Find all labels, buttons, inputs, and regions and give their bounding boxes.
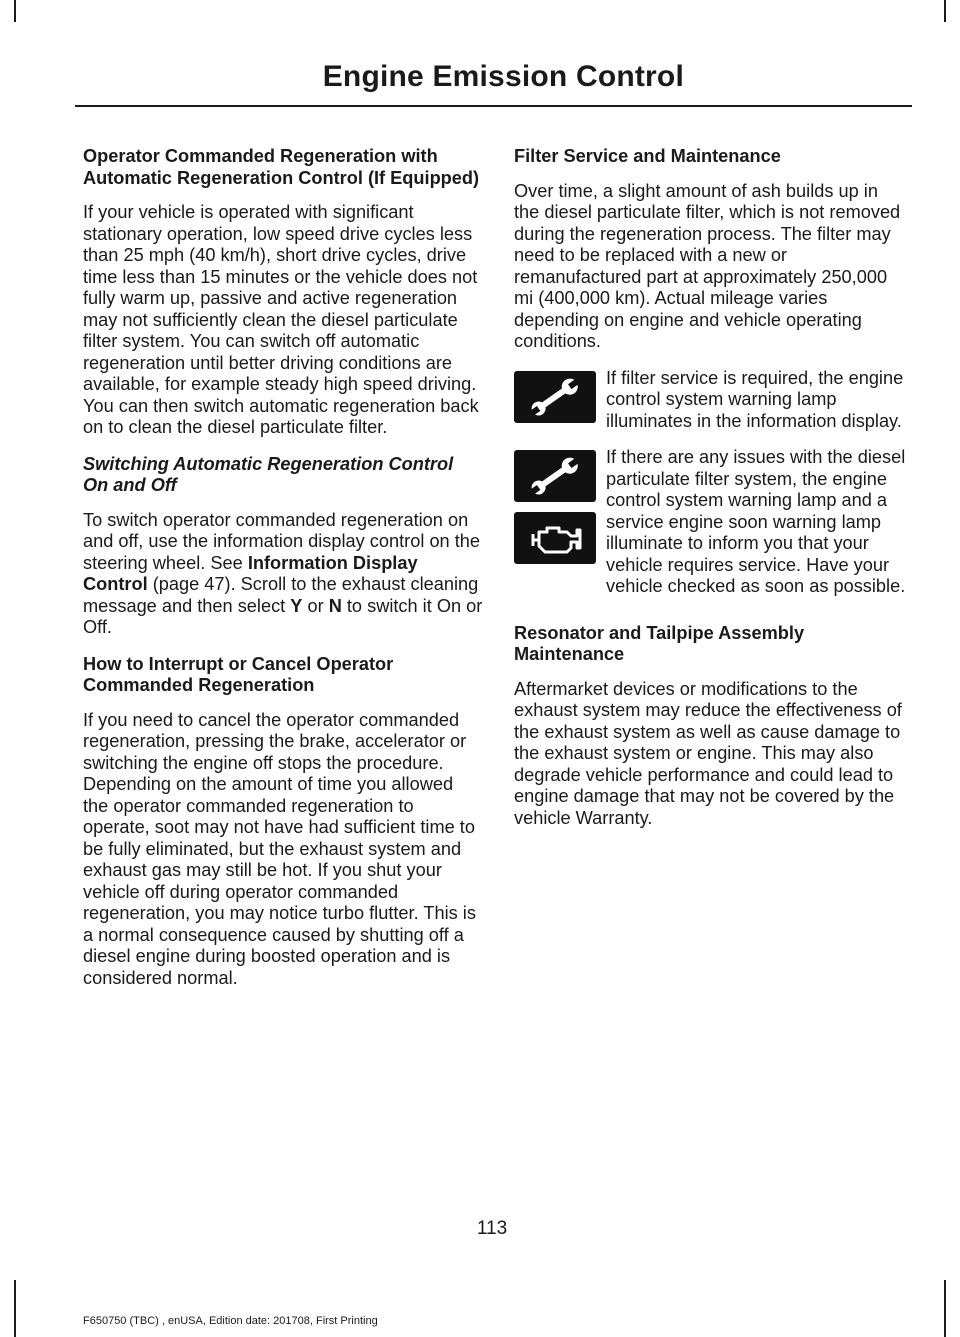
section-heading: How to Interrupt or Cancel Operator Commanded Regeneration — [83, 653, 394, 695]
crop-mark — [944, 0, 946, 22]
section-heading: Operator Commanded Regeneration with Automatic Regeneration Control (If Equipped) — [83, 146, 480, 188]
title-divider — [75, 105, 912, 107]
paragraph: To switch operator commanded regeneration on and off, use the information display control on the steering wheel. See Information Display Control (page 47). Scroll to the exhaust cleaning message and then select Y or N to switch it On or Off. — [83, 509, 483, 637]
page-title: Engine Emission Control — [322, 60, 684, 93]
crop-mark — [14, 1280, 16, 1337]
crop-mark — [14, 0, 16, 22]
right-column — [514, 146, 908, 844]
page-number: 113 — [476, 1218, 508, 1239]
left-column — [83, 146, 483, 1004]
paragraph: If filter service is required, the engine control system warning lamp illuminates in the information display. — [606, 367, 904, 431]
engine-icon — [514, 512, 596, 564]
cross-reference-link[interactable]: Information Display Control — [83, 552, 418, 594]
paragraph: If you need to cancel the operator commanded regeneration, pressing the brake, accelerator or switching the engine off stops the procedure. Depending on the amount of time you allowed the operator commanded regeneration to operate, soot may not have had sufficient time to be fully eliminated, but the exhaust system and exhaust gas may still be hot. If you shut your vehicle off during operator commanded regeneration, you may notice turbo flutter. This is a normal consequence caused by shutting off a diesel engine during boosted operation and is considered normal. — [83, 709, 476, 988]
wrench-icon — [514, 450, 596, 502]
footer-text: F650750 (TBC) , enUSA, Edition date: 201708, First Printing — [83, 1315, 378, 1327]
paragraph: Over time, a slight amount of ash builds up in the diesel particulate filter, which is not removed during the regeneration process. The filter may need to be replaced with a new or remanufactured part at approximately 250,000 mi (400,000 km). Actual mileage varies depending on engine and vehicle operating conditions. — [514, 180, 901, 351]
section-heading: Filter Service and Maintenance — [514, 146, 781, 166]
wrench-icon — [514, 371, 596, 423]
paragraph: Aftermarket devices or modifications to the exhaust system may reduce the effectiveness of the exhaust system as well as cause damage to the exhaust system or engine. This may also degrade vehicle performance and could lead to engine damage that may not be covered by the vehicle Warranty. — [514, 678, 902, 828]
paragraph: If there are any issues with the diesel particulate filter system, the engine control system warning lamp and a service engine soon warning lamp illuminate to inform you that your vehicle requires service. Have your vehicle checked as soon as possible. — [606, 447, 906, 596]
paragraph: If your vehicle is operated with significant stationary operation, low speed drive cycles less than 25 mph (40 km/h), short drive cycles, drive time less than 15 minutes or the vehicle does not fully warm up, passive and active regeneration may not sufficiently clean the diesel particulate filter system. You can switch off automatic regeneration until better driving conditions are available, for example steady high speed driving. You can then switch automatic regeneration back on to clean the diesel particulate filter. — [83, 202, 479, 437]
section-heading: Resonator and Tailpipe Assembly Maintenance — [514, 622, 805, 664]
crop-mark — [944, 1280, 946, 1337]
section-heading: Switching Automatic Regeneration Control On and Off — [83, 453, 454, 495]
warning-lamp-icons — [514, 450, 596, 574]
